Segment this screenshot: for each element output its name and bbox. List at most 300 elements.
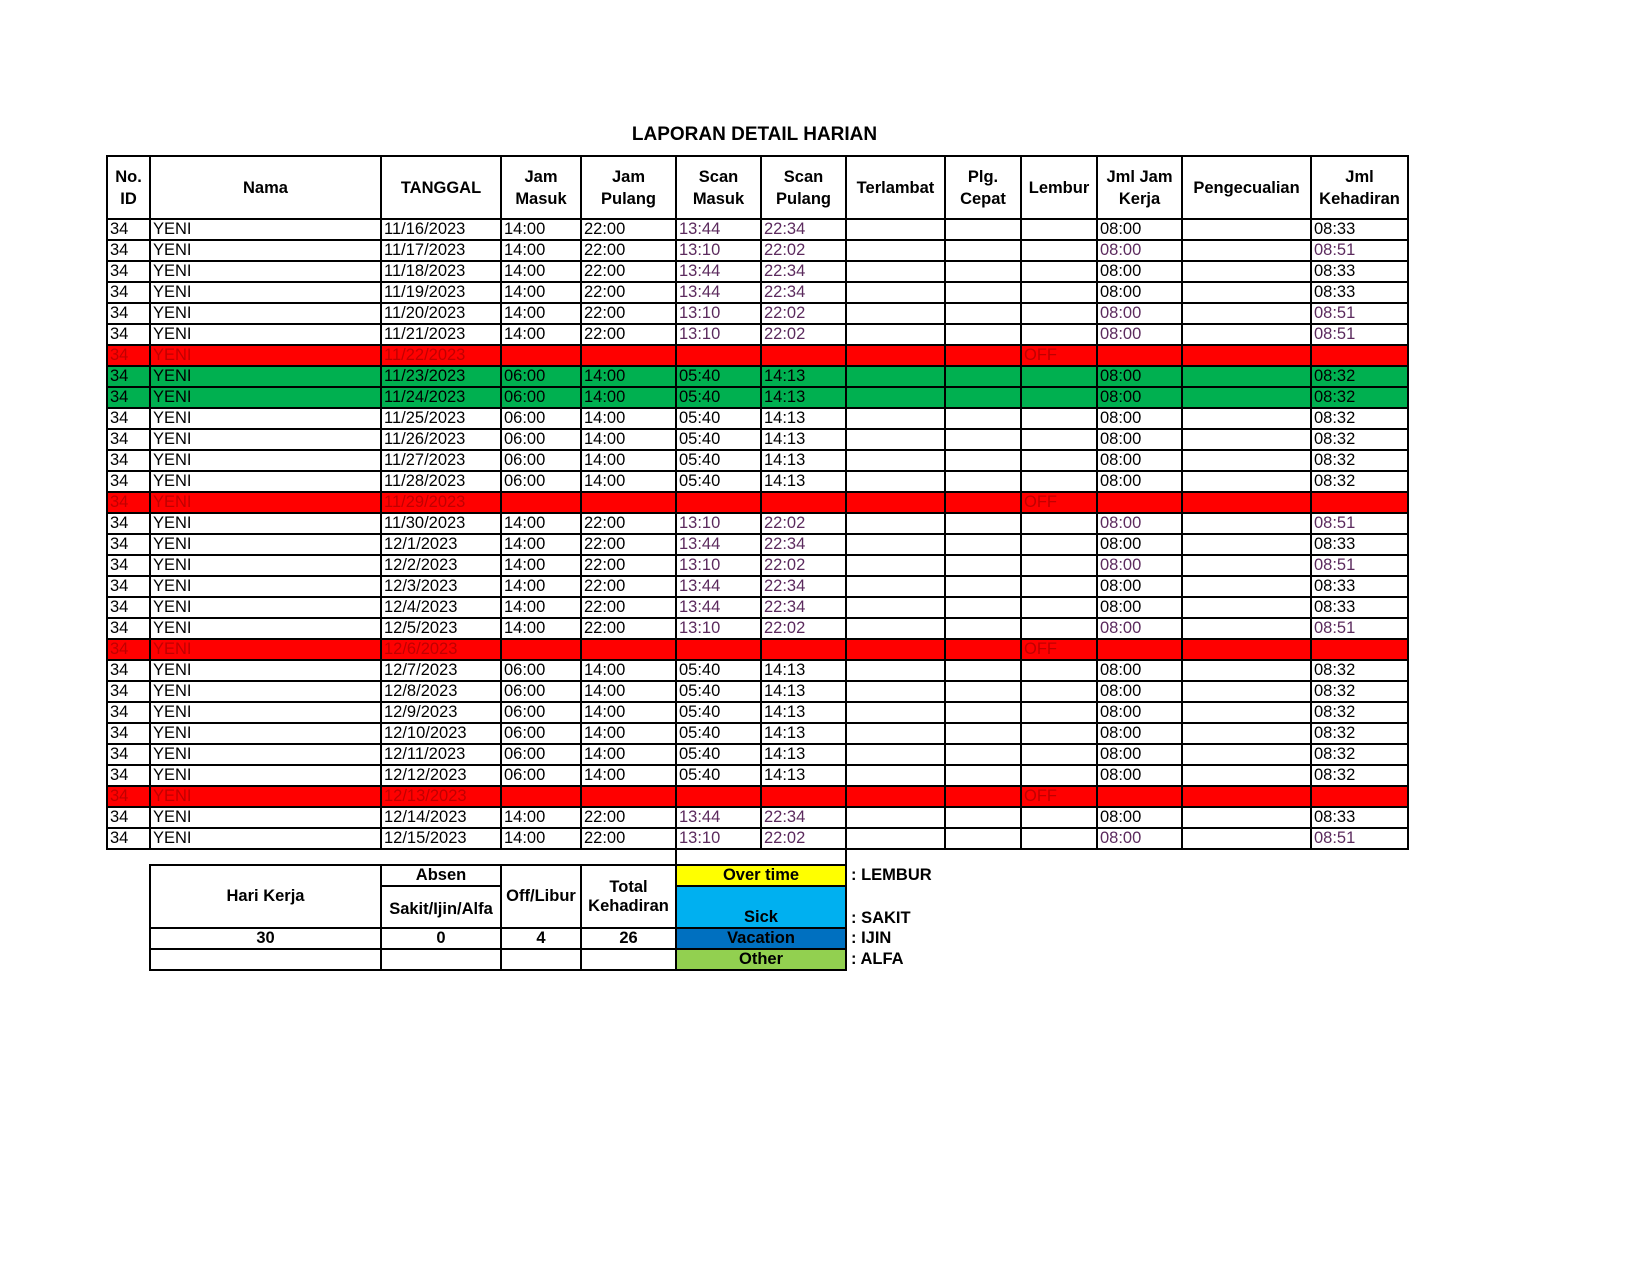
cell-lembur (1021, 807, 1097, 828)
table-row (107, 282, 1408, 303)
table-row (107, 597, 1408, 618)
cell-jm: 14:00 (501, 513, 581, 534)
cell-sm (676, 345, 761, 366)
legend-desc-lembur: : LEMBUR (851, 866, 932, 884)
cell-jp: 22:00 (581, 261, 676, 282)
cell-peng (1182, 429, 1311, 450)
cell-peng (1182, 555, 1311, 576)
legend-swatch-vacation: Vacation (676, 928, 846, 949)
cell-id: 34 (107, 471, 150, 492)
cell-id: 34 (107, 240, 150, 261)
cell-jjk: 08:00 (1097, 303, 1182, 324)
cell-jk (1311, 492, 1408, 513)
cell-id: 34 (107, 366, 150, 387)
table-row (107, 555, 1408, 576)
cell-sm: 05:40 (676, 660, 761, 681)
cell-sm: 13:10 (676, 240, 761, 261)
cell-tanggal: 11/30/2023 (381, 513, 501, 534)
cell-jp: 22:00 (581, 303, 676, 324)
cell-sm: 05:40 (676, 366, 761, 387)
cell-jk: 08:33 (1311, 597, 1408, 618)
cell-nama: YENI (150, 219, 381, 240)
cell-id: 34 (107, 786, 150, 807)
cell-sp: 22:02 (761, 513, 846, 534)
cell-jk: 08:32 (1311, 660, 1408, 681)
cell-jm: 14:00 (501, 828, 581, 849)
cell-peng (1182, 513, 1311, 534)
cell-lembur: OFF (1021, 492, 1097, 513)
cell-jk: 08:32 (1311, 681, 1408, 702)
cell-sp: 22:02 (761, 618, 846, 639)
cell-jjk: 08:00 (1097, 765, 1182, 786)
cell-peng (1182, 807, 1311, 828)
cell-plg (945, 303, 1021, 324)
cell-peng (1182, 660, 1311, 681)
cell-lembur (1021, 282, 1097, 303)
cell-jk: 08:33 (1311, 534, 1408, 555)
cell-terl (846, 282, 945, 303)
cell-lembur (1021, 219, 1097, 240)
cell-jp: 22:00 (581, 576, 676, 597)
cell-sp: 22:02 (761, 324, 846, 345)
cell-tanggal: 12/2/2023 (381, 555, 501, 576)
cell-lembur: OFF (1021, 345, 1097, 366)
cell-jjk: 08:00 (1097, 576, 1182, 597)
cell-lembur (1021, 681, 1097, 702)
header-tanggal: TANGGAL (381, 156, 501, 219)
cell-plg (945, 345, 1021, 366)
cell-terl (846, 681, 945, 702)
cell-lembur (1021, 261, 1097, 282)
cell-tanggal: 12/15/2023 (381, 828, 501, 849)
cell-sp: 14:13 (761, 744, 846, 765)
cell-jk: 08:33 (1311, 807, 1408, 828)
sakit-ijin-alfa-label: Sakit/Ijin/Alfa (381, 886, 501, 928)
cell-lembur (1021, 765, 1097, 786)
cell-jm: 06:00 (501, 366, 581, 387)
header-jam-pulang: Jam Pulang (581, 156, 676, 219)
cell-plg (945, 471, 1021, 492)
cell-jp: 22:00 (581, 219, 676, 240)
cell-terl (846, 324, 945, 345)
cell-sp: 14:13 (761, 471, 846, 492)
cell-sp: 14:13 (761, 408, 846, 429)
cell-jm: 06:00 (501, 681, 581, 702)
cell-nama: YENI (150, 429, 381, 450)
cell-id: 34 (107, 744, 150, 765)
cell-sm: 05:40 (676, 723, 761, 744)
cell-sp: 14:13 (761, 450, 846, 471)
cell-id: 34 (107, 492, 150, 513)
cell-terl (846, 471, 945, 492)
cell-terl (846, 219, 945, 240)
cell-sp: 14:13 (761, 660, 846, 681)
cell-jjk: 08:00 (1097, 555, 1182, 576)
cell-lembur (1021, 660, 1097, 681)
cell-jm: 06:00 (501, 744, 581, 765)
cell-tanggal: 12/14/2023 (381, 807, 501, 828)
cell-lembur (1021, 618, 1097, 639)
cell-jjk: 08:00 (1097, 660, 1182, 681)
cell-jk: 08:51 (1311, 324, 1408, 345)
cell-terl (846, 807, 945, 828)
cell-nama: YENI (150, 282, 381, 303)
cell-plg (945, 534, 1021, 555)
cell-nama: YENI (150, 681, 381, 702)
cell-lembur (1021, 450, 1097, 471)
cell-id: 34 (107, 618, 150, 639)
cell-jm: 14:00 (501, 240, 581, 261)
table-row (107, 366, 1408, 387)
cell-jm: 14:00 (501, 261, 581, 282)
cell-plg (945, 555, 1021, 576)
cell-plg (945, 324, 1021, 345)
cell-jp: 22:00 (581, 555, 676, 576)
table-row (107, 618, 1408, 639)
cell-jm: 14:00 (501, 282, 581, 303)
cell-plg (945, 702, 1021, 723)
cell-lembur (1021, 240, 1097, 261)
cell-jjk: 08:00 (1097, 702, 1182, 723)
cell-peng (1182, 576, 1311, 597)
cell-plg (945, 765, 1021, 786)
cell-sm: 05:40 (676, 471, 761, 492)
cell-jm: 06:00 (501, 765, 581, 786)
cell-tanggal: 12/3/2023 (381, 576, 501, 597)
cell-jk: 08:32 (1311, 471, 1408, 492)
cell-jp: 22:00 (581, 828, 676, 849)
cell-plg (945, 261, 1021, 282)
table-row (107, 387, 1408, 408)
cell-id: 34 (107, 597, 150, 618)
cell-jm: 06:00 (501, 450, 581, 471)
cell-plg (945, 492, 1021, 513)
cell-sp: 14:13 (761, 366, 846, 387)
cell-peng (1182, 828, 1311, 849)
cell-id: 34 (107, 828, 150, 849)
cell-nama: YENI (150, 744, 381, 765)
cell-tanggal: 11/17/2023 (381, 240, 501, 261)
cell-sm: 13:44 (676, 219, 761, 240)
cell-jk: 08:32 (1311, 765, 1408, 786)
cell-jp: 22:00 (581, 534, 676, 555)
cell-sm: 13:44 (676, 576, 761, 597)
cell-terl (846, 345, 945, 366)
cell-jp (581, 786, 676, 807)
cell-jjk: 08:00 (1097, 282, 1182, 303)
cell-jp: 14:00 (581, 723, 676, 744)
cell-plg (945, 576, 1021, 597)
cell-peng (1182, 639, 1311, 660)
cell-jp: 14:00 (581, 387, 676, 408)
header-pengecualian: Pengecualian (1182, 156, 1311, 219)
cell-id: 34 (107, 450, 150, 471)
table-row (107, 702, 1408, 723)
cell-jk (1311, 639, 1408, 660)
cell-sm: 13:10 (676, 324, 761, 345)
cell-jjk (1097, 492, 1182, 513)
cell-sp: 22:34 (761, 576, 846, 597)
cell-terl (846, 366, 945, 387)
cell-jjk: 08:00 (1097, 534, 1182, 555)
cell-lembur (1021, 513, 1097, 534)
cell-jp: 14:00 (581, 681, 676, 702)
cell-terl (846, 492, 945, 513)
cell-jjk: 08:00 (1097, 597, 1182, 618)
cell-sm: 05:40 (676, 702, 761, 723)
cell-nama: YENI (150, 807, 381, 828)
cell-nama: YENI (150, 303, 381, 324)
cell-terl (846, 597, 945, 618)
cell-terl (846, 828, 945, 849)
cell-tanggal: 12/4/2023 (381, 597, 501, 618)
absen-value: 0 (381, 928, 501, 949)
cell-jp: 22:00 (581, 597, 676, 618)
cell-tanggal: 11/29/2023 (381, 492, 501, 513)
cell-lembur (1021, 324, 1097, 345)
cell-lembur (1021, 303, 1097, 324)
cell-nama: YENI (150, 702, 381, 723)
hari-kerja-label: Hari Kerja (150, 865, 381, 928)
cell-peng (1182, 345, 1311, 366)
header-no-id: No. ID (107, 156, 150, 219)
cell-terl (846, 429, 945, 450)
cell-jk: 08:32 (1311, 450, 1408, 471)
cell-jjk: 08:00 (1097, 429, 1182, 450)
cell-nama: YENI (150, 324, 381, 345)
off-libur-value: 4 (501, 928, 581, 949)
legend-desc-sakit: : SAKIT (851, 909, 911, 927)
hari-kerja-value: 30 (150, 928, 381, 949)
empty-cell (381, 949, 501, 970)
table-row (107, 261, 1408, 282)
cell-tanggal: 11/16/2023 (381, 219, 501, 240)
table-row (107, 450, 1408, 471)
cell-jm (501, 492, 581, 513)
cell-id: 34 (107, 261, 150, 282)
cell-terl (846, 261, 945, 282)
cell-sm: 13:10 (676, 303, 761, 324)
cell-jjk: 08:00 (1097, 828, 1182, 849)
cell-sm: 13:44 (676, 534, 761, 555)
header-nama: Nama (150, 156, 381, 219)
header-lembur: Lembur (1021, 156, 1097, 219)
cell-nama: YENI (150, 765, 381, 786)
cell-lembur (1021, 702, 1097, 723)
cell-jm: 14:00 (501, 576, 581, 597)
cell-jp: 14:00 (581, 765, 676, 786)
cell-sm: 13:10 (676, 618, 761, 639)
cell-nama: YENI (150, 408, 381, 429)
cell-jjk: 08:00 (1097, 807, 1182, 828)
cell-sp (761, 786, 846, 807)
cell-nama: YENI (150, 345, 381, 366)
total-kehadiran-label: Total Kehadiran (581, 865, 676, 928)
cell-sp: 22:02 (761, 303, 846, 324)
cell-peng (1182, 786, 1311, 807)
cell-jjk: 08:00 (1097, 219, 1182, 240)
cell-sm: 13:44 (676, 807, 761, 828)
cell-peng (1182, 282, 1311, 303)
cell-sm: 13:44 (676, 261, 761, 282)
cell-peng (1182, 219, 1311, 240)
cell-sm: 05:40 (676, 765, 761, 786)
cell-tanggal: 11/19/2023 (381, 282, 501, 303)
cell-lembur (1021, 387, 1097, 408)
table-row (107, 660, 1408, 681)
cell-terl (846, 744, 945, 765)
cell-sm: 13:10 (676, 555, 761, 576)
cell-id: 34 (107, 702, 150, 723)
cell-lembur (1021, 597, 1097, 618)
cell-jm: 14:00 (501, 597, 581, 618)
cell-id: 34 (107, 534, 150, 555)
cell-lembur (1021, 744, 1097, 765)
table-row (107, 765, 1408, 786)
cell-sm: 05:40 (676, 681, 761, 702)
cell-nama: YENI (150, 492, 381, 513)
cell-jp (581, 639, 676, 660)
cell-jjk: 08:00 (1097, 261, 1182, 282)
cell-tanggal: 12/10/2023 (381, 723, 501, 744)
cell-plg (945, 429, 1021, 450)
cell-terl (846, 660, 945, 681)
cell-sm: 05:40 (676, 387, 761, 408)
cell-id: 34 (107, 513, 150, 534)
cell-jjk: 08:00 (1097, 681, 1182, 702)
cell-sp: 14:13 (761, 387, 846, 408)
cell-peng (1182, 324, 1311, 345)
cell-tanggal: 12/8/2023 (381, 681, 501, 702)
cell-peng (1182, 744, 1311, 765)
cell-jm: 06:00 (501, 408, 581, 429)
cell-id: 34 (107, 429, 150, 450)
cell-jjk (1097, 345, 1182, 366)
cell-jjk: 08:00 (1097, 408, 1182, 429)
cell-id: 34 (107, 660, 150, 681)
cell-jp: 14:00 (581, 660, 676, 681)
cell-sm: 05:40 (676, 744, 761, 765)
cell-sm: 05:40 (676, 450, 761, 471)
cell-tanggal: 11/18/2023 (381, 261, 501, 282)
cell-jjk: 08:00 (1097, 324, 1182, 345)
cell-jm: 14:00 (501, 618, 581, 639)
cell-jjk: 08:00 (1097, 618, 1182, 639)
cell-terl (846, 513, 945, 534)
cell-peng (1182, 387, 1311, 408)
cell-jm: 06:00 (501, 702, 581, 723)
cell-tanggal: 11/27/2023 (381, 450, 501, 471)
cell-terl (846, 702, 945, 723)
cell-jk: 08:51 (1311, 513, 1408, 534)
cell-tanggal: 11/28/2023 (381, 471, 501, 492)
cell-terl (846, 576, 945, 597)
cell-jm: 06:00 (501, 723, 581, 744)
cell-jjk: 08:00 (1097, 387, 1182, 408)
cell-tanggal: 11/21/2023 (381, 324, 501, 345)
cell-jp: 22:00 (581, 324, 676, 345)
table-row (107, 492, 1408, 513)
cell-plg (945, 282, 1021, 303)
cell-tanggal: 11/25/2023 (381, 408, 501, 429)
report-title: LAPORAN DETAIL HARIAN (631, 124, 878, 145)
summary-table (149, 864, 1022, 971)
table-row (107, 303, 1408, 324)
cell-id: 34 (107, 765, 150, 786)
cell-sm: 13:44 (676, 282, 761, 303)
cell-jm: 06:00 (501, 471, 581, 492)
cell-jp: 22:00 (581, 618, 676, 639)
cell-peng (1182, 450, 1311, 471)
cell-peng (1182, 492, 1311, 513)
table-row (107, 639, 1408, 660)
cell-peng (1182, 765, 1311, 786)
cell-sm (676, 492, 761, 513)
cell-plg (945, 240, 1021, 261)
cell-peng (1182, 618, 1311, 639)
cell-lembur (1021, 408, 1097, 429)
cell-sm: 13:10 (676, 513, 761, 534)
cell-id: 34 (107, 681, 150, 702)
table-row (107, 807, 1408, 828)
table-row (107, 240, 1408, 261)
cell-terl (846, 240, 945, 261)
header-scan-pulang: Scan Pulang (761, 156, 846, 219)
cell-jk: 08:32 (1311, 387, 1408, 408)
cell-lembur (1021, 828, 1097, 849)
cell-sp (761, 639, 846, 660)
table-header-row (107, 156, 1408, 219)
cell-jm: 14:00 (501, 324, 581, 345)
legend-swatch-other: Other (676, 949, 846, 970)
cell-jm: 06:00 (501, 387, 581, 408)
cell-plg (945, 513, 1021, 534)
cell-sm: 05:40 (676, 429, 761, 450)
table-row (107, 744, 1408, 765)
empty-cell (501, 949, 581, 970)
cell-lembur (1021, 534, 1097, 555)
cell-sp: 22:34 (761, 534, 846, 555)
cell-jk (1311, 345, 1408, 366)
cell-jjk (1097, 786, 1182, 807)
table-row (107, 534, 1408, 555)
header-terlambat: Terlambat (846, 156, 945, 219)
cell-sp (761, 345, 846, 366)
cell-jp: 22:00 (581, 513, 676, 534)
cell-id: 34 (107, 408, 150, 429)
cell-sp: 22:34 (761, 597, 846, 618)
header-jml-kehadiran: Jml Kehadiran (1311, 156, 1408, 219)
cell-jk: 08:51 (1311, 240, 1408, 261)
cell-sm (676, 786, 761, 807)
cell-plg (945, 828, 1021, 849)
cell-terl (846, 303, 945, 324)
cell-tanggal: 12/12/2023 (381, 765, 501, 786)
cell-nama: YENI (150, 660, 381, 681)
cell-nama: YENI (150, 639, 381, 660)
cell-tanggal: 12/6/2023 (381, 639, 501, 660)
cell-peng (1182, 681, 1311, 702)
cell-jk: 08:51 (1311, 555, 1408, 576)
cell-sp: 14:13 (761, 681, 846, 702)
cell-terl (846, 639, 945, 660)
header-jam-masuk: Jam Masuk (501, 156, 581, 219)
cell-jk: 08:33 (1311, 282, 1408, 303)
cell-nama: YENI (150, 471, 381, 492)
cell-nama: YENI (150, 786, 381, 807)
cell-jk: 08:32 (1311, 408, 1408, 429)
cell-nama: YENI (150, 387, 381, 408)
